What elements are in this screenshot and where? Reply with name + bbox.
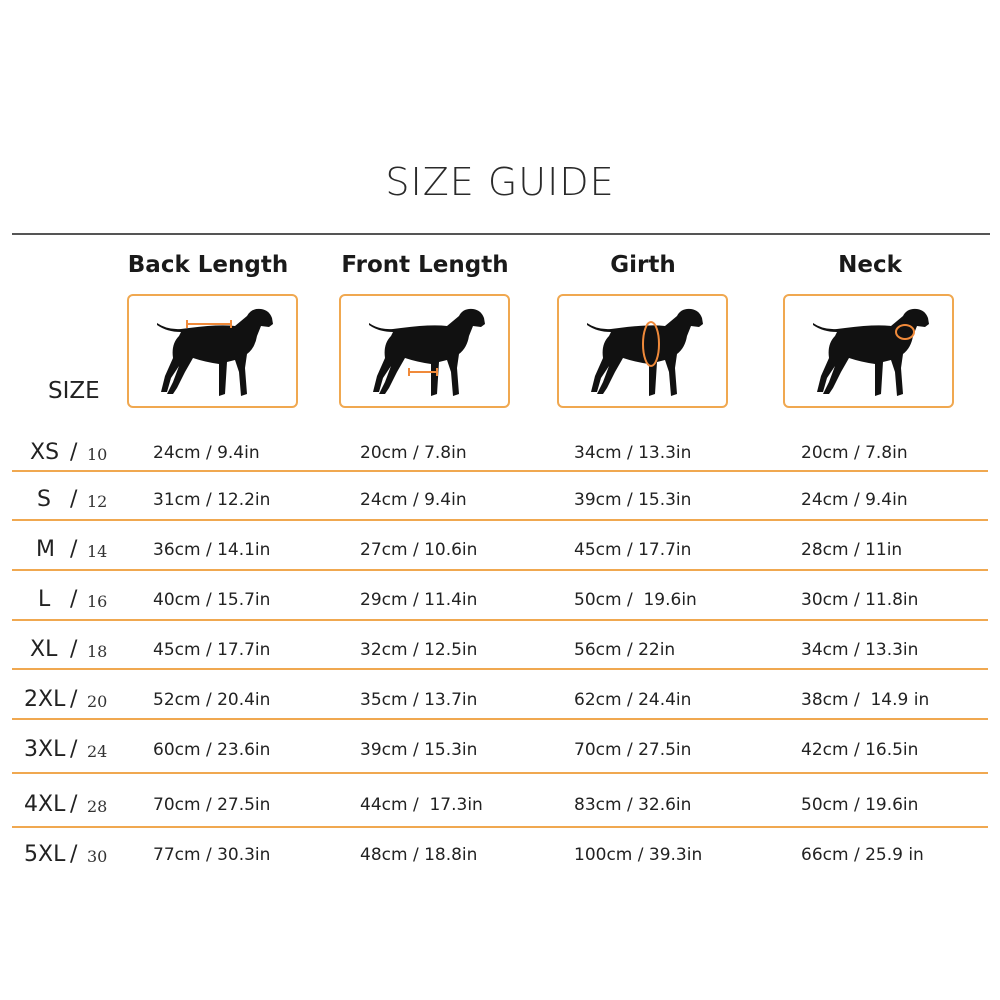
size-separator: / xyxy=(70,792,78,817)
column-header-back-length: Back Length xyxy=(127,252,289,278)
dog-girth-icon xyxy=(557,294,728,408)
cell-neck: 28cm / 11in xyxy=(801,540,903,560)
size-number: 28 xyxy=(87,797,108,816)
cell-neck: 24cm / 9.4in xyxy=(801,490,908,510)
table-row xyxy=(0,842,1000,872)
cell-neck: 34cm / 13.3in xyxy=(801,640,919,660)
row-divider xyxy=(12,826,988,828)
size-number: 18 xyxy=(87,642,108,661)
cell-front: 27cm / 10.6in xyxy=(360,540,478,560)
size-label: 3XL xyxy=(24,737,66,762)
cell-front: 32cm / 12.5in xyxy=(360,640,478,660)
row-divider xyxy=(12,772,988,774)
size-label: XL xyxy=(30,637,58,662)
title-divider xyxy=(12,233,990,235)
table-row xyxy=(0,537,1000,567)
size-separator: / xyxy=(70,487,78,512)
cell-girth: 50cm / 19.6in xyxy=(574,590,697,610)
cell-front: 29cm / 11.4in xyxy=(360,590,478,610)
table-row xyxy=(0,587,1000,617)
cell-front: 24cm / 9.4in xyxy=(360,490,467,510)
cell-neck: 20cm / 7.8in xyxy=(801,443,908,463)
size-column-header: SIZE xyxy=(48,378,100,404)
size-number: 12 xyxy=(87,492,108,511)
size-separator: / xyxy=(70,537,78,562)
size-separator: / xyxy=(70,637,78,662)
cell-front: 35cm / 13.7in xyxy=(360,690,478,710)
row-divider xyxy=(12,569,988,571)
cell-back: 70cm / 27.5in xyxy=(153,795,271,815)
column-header-neck: Neck xyxy=(838,252,902,278)
cell-girth: 56cm / 22in xyxy=(574,640,676,660)
cell-back: 77cm / 30.3in xyxy=(153,845,271,865)
size-label: M xyxy=(36,537,55,562)
dog-front-length-icon xyxy=(339,294,510,408)
size-number: 10 xyxy=(87,445,108,464)
cell-neck: 42cm / 16.5in xyxy=(801,740,919,760)
size-label: S xyxy=(37,487,51,512)
table-row xyxy=(0,440,1000,470)
size-label: 2XL xyxy=(24,687,66,712)
table-row xyxy=(0,487,1000,517)
cell-girth: 100cm / 39.3in xyxy=(574,845,703,865)
cell-back: 36cm / 14.1in xyxy=(153,540,271,560)
row-divider xyxy=(12,519,988,521)
size-label: 4XL xyxy=(24,792,66,817)
cell-girth: 62cm / 24.4in xyxy=(574,690,692,710)
row-divider xyxy=(12,668,988,670)
size-number: 30 xyxy=(87,847,108,866)
cell-back: 52cm / 20.4in xyxy=(153,690,271,710)
size-number: 14 xyxy=(87,542,108,561)
size-number: 16 xyxy=(87,592,108,611)
column-header-front-length: Front Length xyxy=(341,252,509,278)
dog-neck-icon xyxy=(783,294,954,408)
cell-back: 31cm / 12.2in xyxy=(153,490,271,510)
size-number: 24 xyxy=(87,742,108,761)
size-separator: / xyxy=(70,687,78,712)
cell-girth: 83cm / 32.6in xyxy=(574,795,692,815)
row-divider xyxy=(12,619,988,621)
table-row xyxy=(0,637,1000,667)
cell-back: 45cm / 17.7in xyxy=(153,640,271,660)
cell-girth: 39cm / 15.3in xyxy=(574,490,692,510)
cell-front: 44cm / 17.3in xyxy=(360,795,483,815)
size-separator: / xyxy=(70,737,78,762)
cell-back: 24cm / 9.4in xyxy=(153,443,260,463)
table-row xyxy=(0,792,1000,822)
size-number: 20 xyxy=(87,692,108,711)
cell-neck: 38cm / 14.9 in xyxy=(801,690,930,710)
size-separator: / xyxy=(70,440,78,465)
cell-neck: 66cm / 25.9 in xyxy=(801,845,924,865)
size-separator: / xyxy=(70,842,78,867)
cell-front: 20cm / 7.8in xyxy=(360,443,467,463)
row-divider xyxy=(12,470,988,472)
cell-girth: 34cm / 13.3in xyxy=(574,443,692,463)
cell-girth: 45cm / 17.7in xyxy=(574,540,692,560)
cell-front: 48cm / 18.8in xyxy=(360,845,478,865)
cell-girth: 70cm / 27.5in xyxy=(574,740,692,760)
table-row xyxy=(0,737,1000,767)
cell-back: 60cm / 23.6in xyxy=(153,740,271,760)
cell-back: 40cm / 15.7in xyxy=(153,590,271,610)
size-label: L xyxy=(38,587,51,612)
page-title: SIZE GUIDE xyxy=(385,160,615,204)
dog-back-length-icon xyxy=(127,294,298,408)
cell-front: 39cm / 15.3in xyxy=(360,740,478,760)
size-separator: / xyxy=(70,587,78,612)
size-label: 5XL xyxy=(24,842,66,867)
column-header-girth: Girth xyxy=(610,252,676,278)
size-label: XS xyxy=(30,440,60,465)
cell-neck: 50cm / 19.6in xyxy=(801,795,919,815)
row-divider xyxy=(12,718,988,720)
table-row xyxy=(0,687,1000,717)
cell-neck: 30cm / 11.8in xyxy=(801,590,919,610)
